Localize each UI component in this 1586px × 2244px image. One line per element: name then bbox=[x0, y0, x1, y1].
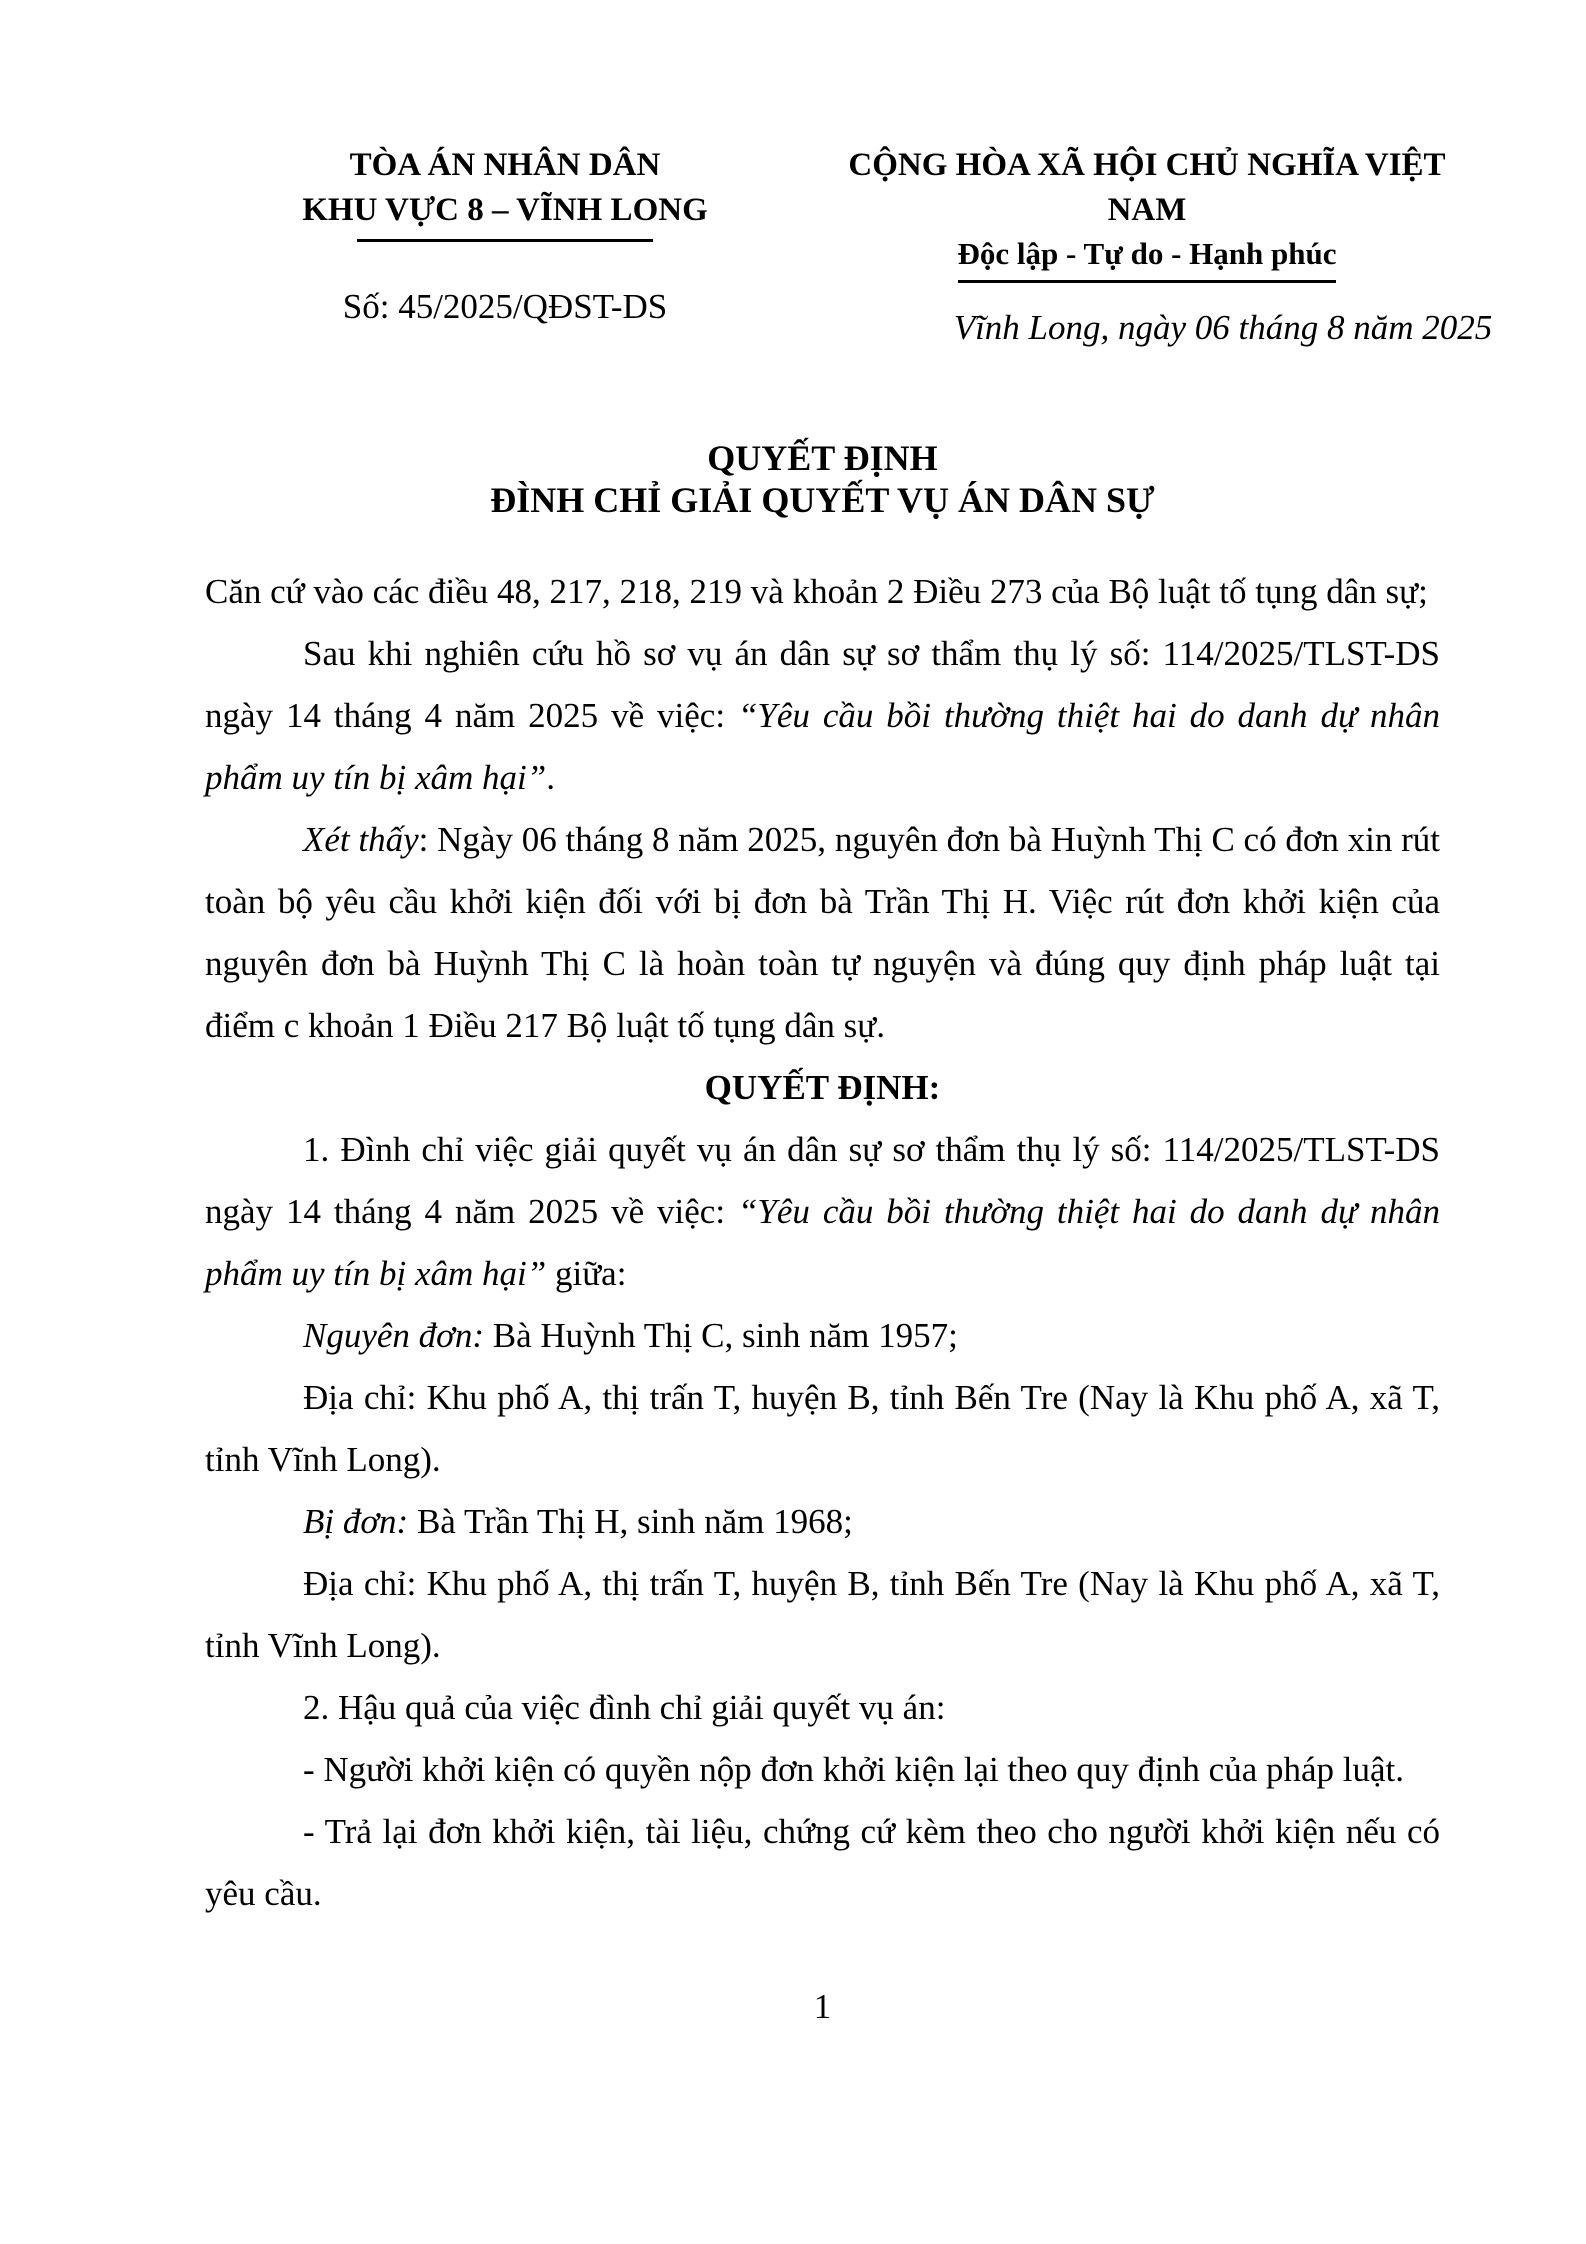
text-segment: - Trả lại đơn khởi kiện, tài liệu, chứng cứ kèm theo cho người khởi kiện nếu có yêu cầu. bbox=[205, 1812, 1440, 1913]
text-segment: 2. Hậu quả của việc đình chỉ giải quyết vụ án: bbox=[303, 1688, 946, 1727]
paragraph-legal-basis bbox=[205, 561, 1440, 623]
text-segment: 1. Đình chỉ việc giải quyết vụ án dân sự sơ thẩm thụ lý số: 114/2025/TLST-DS ngày 14 tháng 4 năm 2025 về việc: bbox=[205, 1130, 1440, 1231]
paragraph-consequence-refile bbox=[205, 1739, 1440, 1801]
court-name-underline bbox=[357, 239, 653, 242]
page-number: 1 bbox=[813, 1987, 832, 2026]
header-court-block bbox=[205, 143, 805, 329]
paragraph-defendant bbox=[205, 1491, 1440, 1553]
text-segment: Căn cứ vào các điều 48, 217, 218, 219 và khoản 2 Điều 273 của Bộ luật tố tụng dân sự; bbox=[205, 572, 1428, 611]
text-segment: Bà Trần Thị H, sinh năm 1968; bbox=[408, 1502, 853, 1541]
paragraph-decision-2 bbox=[205, 1677, 1440, 1739]
text-segment: Bà Huỳnh Thị C, sinh năm 1957; bbox=[484, 1316, 958, 1355]
text-segment: Địa chỉ: Khu phố A, thị trấn T, huyện B, tỉnh Bến Tre (Nay là Khu phố A, xã T, tỉnh Vĩnh Long). bbox=[205, 1378, 1440, 1479]
document-number: Số: 45/2025/QĐST-DS bbox=[342, 287, 668, 326]
document-header bbox=[0, 143, 1586, 350]
section-heading-decision bbox=[205, 1057, 1440, 1119]
paragraph-decision-1 bbox=[205, 1119, 1440, 1305]
header-national-block bbox=[817, 143, 1493, 350]
text-segment: Sau khi nghiên cứu hồ sơ vụ án dân sự sơ thẩm thụ lý số: 114/2025/TLST-DS ngày 14 tháng 4 năm 2025 về việc: bbox=[205, 634, 1440, 735]
document-title bbox=[0, 437, 1586, 521]
paragraph-case-review bbox=[205, 623, 1440, 809]
document-body bbox=[0, 561, 1586, 1925]
court-name-line1: TÒA ÁN NHÂN DÂN bbox=[349, 147, 661, 183]
page-footer bbox=[0, 1976, 1586, 2038]
paragraph-defendant-address bbox=[205, 1553, 1440, 1677]
motto-wrap bbox=[817, 233, 1477, 283]
paragraph-findings bbox=[205, 809, 1440, 1057]
text-segment: - Người khởi kiện có quyền nộp đơn khởi kiện lại theo quy định của pháp luật. bbox=[303, 1750, 1404, 1789]
text-segment: Bị đơn: bbox=[303, 1502, 409, 1541]
text-segment: Xét thấy bbox=[303, 820, 419, 859]
court-name-line2: KHU VỰC 8 – VĨNH LONG bbox=[302, 192, 708, 228]
text-segment: Địa chỉ: Khu phố A, thị trấn T, huyện B, tỉnh Bến Tre (Nay là Khu phố A, xã T, tỉnh Vĩnh Long). bbox=[205, 1564, 1440, 1665]
paragraph-plaintiff bbox=[205, 1305, 1440, 1367]
paragraph-plaintiff-address bbox=[205, 1367, 1440, 1491]
text-segment: . bbox=[546, 758, 555, 797]
paragraph-consequence-return bbox=[205, 1801, 1440, 1925]
place-date-line: Vĩnh Long, ngày 06 tháng 8 năm 2025 bbox=[953, 308, 1493, 347]
document-title-line1: QUYẾT ĐỊNH bbox=[707, 438, 938, 478]
document-title-line2: ĐÌNH CHỈ GIẢI QUYẾT VỤ ÁN DÂN SỰ bbox=[490, 480, 1155, 520]
text-segment: Nguyên đơn: bbox=[303, 1316, 484, 1355]
national-motto: Độc lập - Tự do - Hạnh phúc bbox=[958, 233, 1337, 283]
text-segment: giữa: bbox=[546, 1254, 627, 1293]
text-segment: QUYẾT ĐỊNH: bbox=[704, 1068, 941, 1107]
national-title: CỘNG HÒA XÃ HỘI CHỦ NGHĨA VIỆT NAM bbox=[848, 147, 1446, 228]
text-segment: “Yêu cầu bồi thường thiệt hai do danh dự nhân phẩm uy tín bị xâm hại” bbox=[205, 1192, 1440, 1293]
text-segment: “Yêu cầu bồi thường thiệt hai do danh dự nhân phẩm uy tín bị xâm hại” bbox=[205, 696, 1440, 797]
text-segment: : Ngày 06 tháng 8 năm 2025, nguyên đơn bà Huỳnh Thị C có đơn xin rút toàn bộ yêu cầu khởi kiện đối với bị đơn bà Trần Thị H. Việc rút đơn khởi kiện của nguyên đơn bà Huỳnh Thị C là hoàn toàn tự nguyện và đúng quy định pháp luật tại điểm c khoản 1 Điều 217 Bộ luật tố tụng dân sự. bbox=[205, 820, 1440, 1045]
